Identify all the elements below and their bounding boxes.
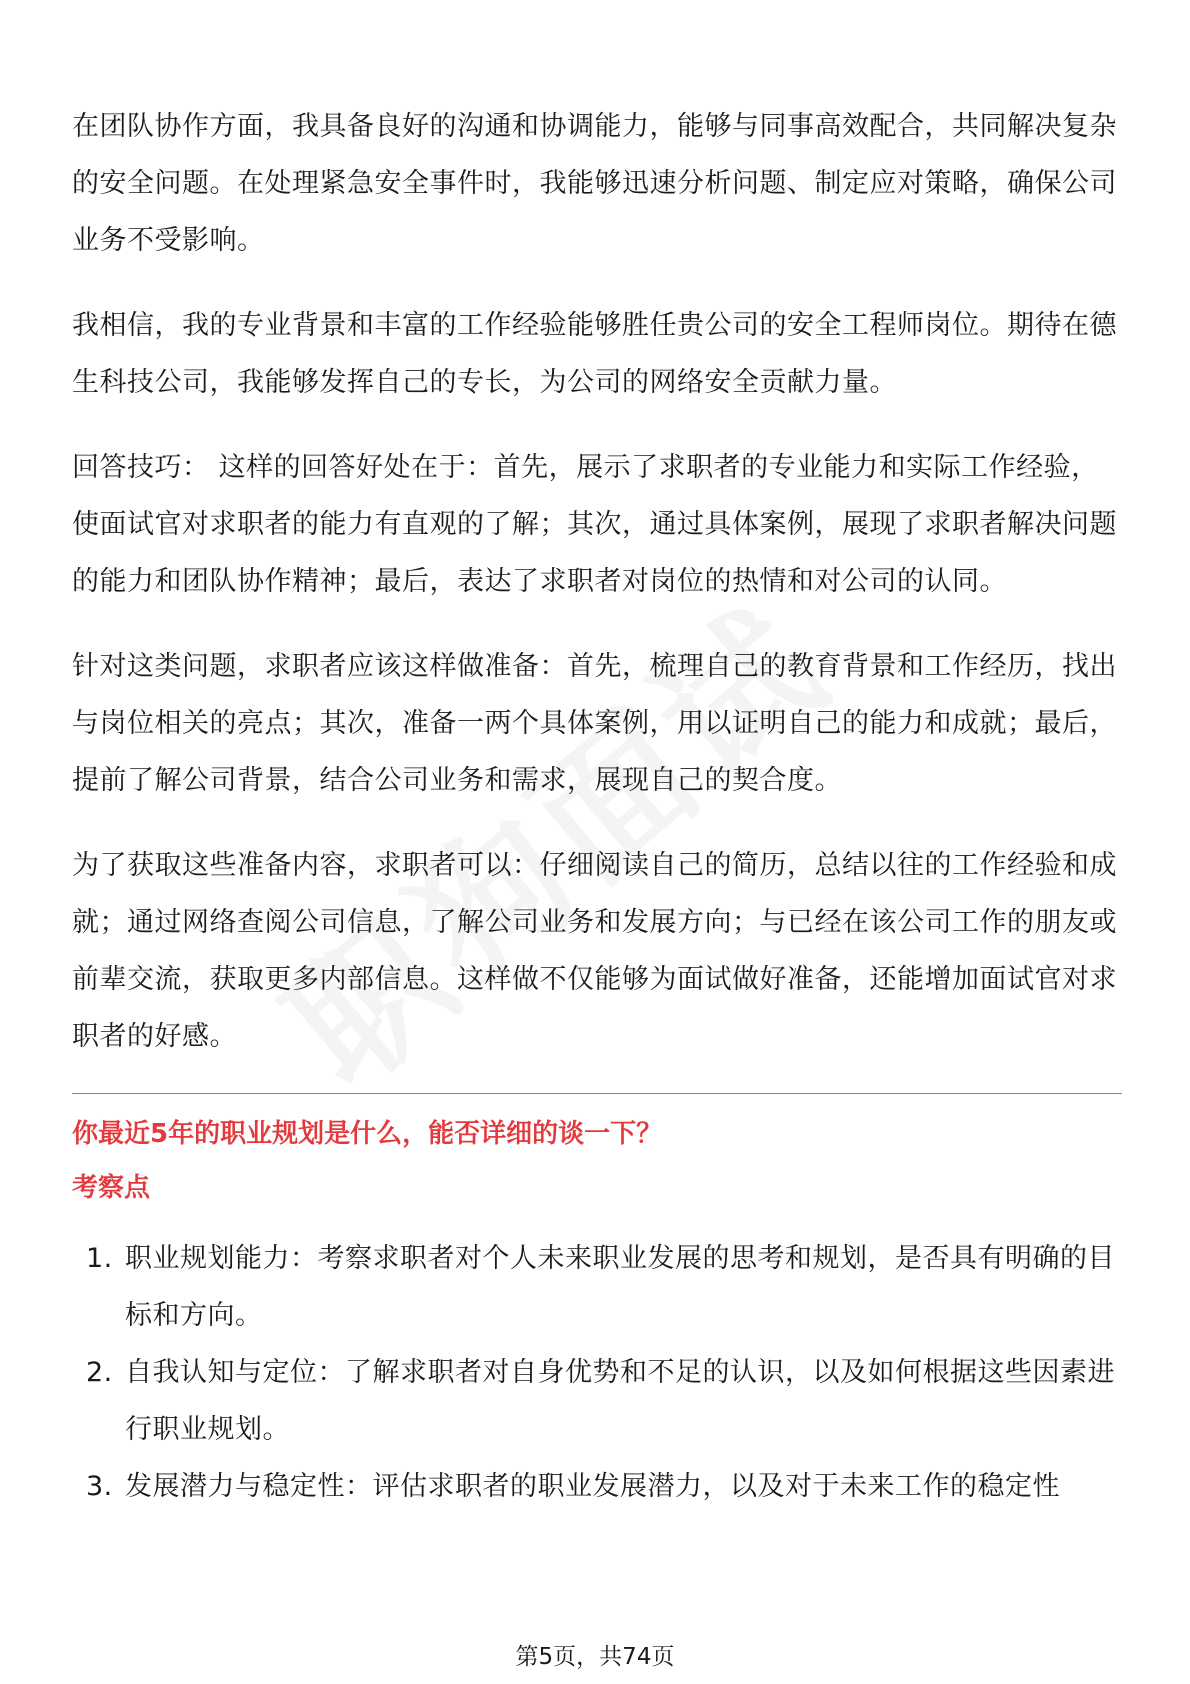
list-item [72,1230,1122,1344]
paragraph-gathering: 为了获取这些准备内容，求职者可以：仔细阅读自己的简历，总结以往的工作经验和成就；通过网络查阅公司信息，了解公司业务和发展方向；与已经在该公司工作的朋友或前辈交流，获取更多内部信息。这样做不仅能够为面试做好准备，还能增加面试官对求职者的好感。 [72,850,1117,1052]
assessment-points-list [72,1230,1122,1515]
list-item-text: 发展潜力与稳定性：评估求职者的职业发展潜力，以及对于未来工作的稳定性 [125,1471,1060,1502]
paragraph-preparation: 针对这类问题，求职者应该这样做准备：首先，梳理自己的教育背景和工作经历，找出与岗位相关的亮点；其次，准备一两个具体案例，用以证明自己的能力和成就；最后，提前了解公司背景，结合公司业务和需求，展现自己的契合度。 [72,651,1117,796]
page-content [72,98,1122,1515]
list-item-text: 自我认知与定位：了解求职者对自身优势和不足的认识，以及如何根据这些因素进行职业规划。 [125,1357,1115,1445]
list-item [72,1458,1122,1515]
section-divider [72,1093,1122,1094]
list-item-text: 职业规划能力：考察求职者对个人未来职业发展的思考和规划，是否具有明确的目标和方向。 [125,1243,1115,1331]
list-item-number: 3. [86,1471,113,1502]
list-item-number: 2. [86,1357,113,1388]
list-item-number: 1. [86,1243,113,1274]
section-label: 考察点 [72,1173,151,1203]
list-item [72,1344,1122,1458]
paragraph-confidence: 我相信，我的专业背景和丰富的工作经验能够胜任贵公司的安全工程师岗位。期待在德生科技公司，我能够发挥自己的专长，为公司的网络安全贡献力量。 [72,310,1117,398]
paragraph-teamwork: 在团队协作方面，我具备良好的沟通和协调能力，能够与同事高效配合，共同解决复杂的安全问题。在处理紧急安全事件时，我能够迅速分析问题、制定应对策略，确保公司业务不受影响。 [72,111,1117,256]
page-footer: 第5页，共74页 [515,1644,675,1670]
question-heading: 你最近5年的职业规划是什么，能否详细的谈一下？ [72,1119,663,1149]
paragraph-answer-tips: 回答技巧： 这样的回答好处在于：首先，展示了求职者的专业能力和实际工作经验，使面试官对求职者的能力有直观的了解；其次，通过具体案例，展现了求职者解决问题的能力和团队协作精神；最后，表达了求职者对岗位的热情和对公司的认同。 [72,452,1117,597]
